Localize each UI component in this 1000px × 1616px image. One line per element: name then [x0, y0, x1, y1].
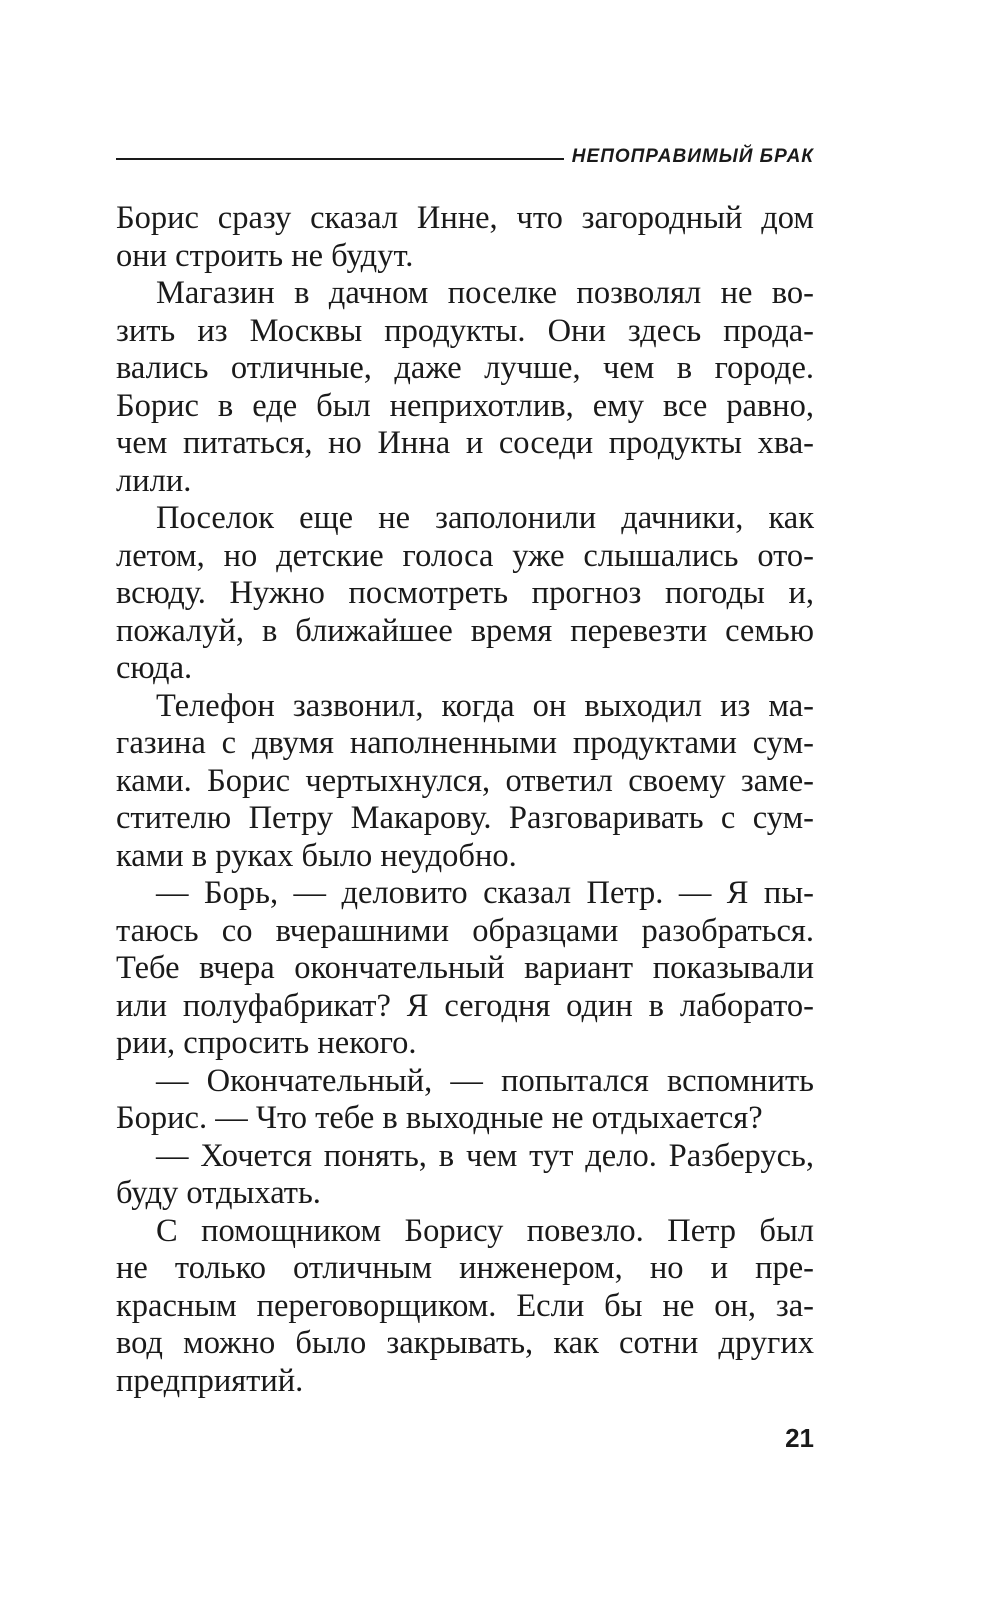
- text-line: лили.: [116, 462, 192, 499]
- text-line: С помощником Борису повезло. Петр был: [156, 1212, 814, 1249]
- text-line: Борис сразу сказал Инне, что загородный дом: [116, 200, 814, 236]
- header-rule: [116, 158, 564, 160]
- text-line: они строить не будут.: [116, 237, 414, 274]
- running-title: НЕПОПРАВИМЫЙ БРАК: [571, 146, 814, 167]
- text-line: Тебе вчера окончательный вариант показывали: [116, 950, 814, 986]
- body-text: [116, 200, 814, 1400]
- text-line: — Хочется понять, в чем тут дело. Разберусь,: [156, 1137, 814, 1174]
- text-line: чем питаться, но Инна и соседи продукты хва-: [116, 425, 814, 461]
- text-line: таюсь со вчерашними образцами разобраться.: [116, 912, 814, 949]
- text-line: — Борь, — деловито сказал Петр. — Я пы-: [156, 875, 814, 911]
- text-line: Борис в еде был неприхотлив, ему все равно,: [116, 387, 814, 424]
- text-line: всюду. Нужно посмотреть прогноз погоды и,: [116, 575, 814, 611]
- text-line: стителю Петру Макарову. Разговаривать с сум-: [116, 800, 814, 836]
- text-line: — Окончательный, — попытался вспомнить: [156, 1062, 814, 1099]
- text-line: или полуфабрикат? Я сегодня один в лаборато-: [116, 987, 814, 1024]
- running-header: [116, 136, 814, 166]
- text-line: Телефон зазвонил, когда он выходил из ма-: [156, 687, 814, 724]
- text-line: ками. Борис чертыхнулся, ответил своему заме-: [116, 762, 814, 799]
- text-line: зить из Москвы продукты. Они здесь прода-: [116, 312, 814, 349]
- text-line: не только отличным инженером, но и пре-: [116, 1250, 814, 1286]
- text-line: вод можно было закрывать, как сотни других: [116, 1325, 814, 1361]
- text-line: буду отдыхать.: [116, 1175, 321, 1211]
- text-line: Магазин в дачном поселке позволял не во-: [156, 275, 814, 311]
- text-line: ками в руках было неудобно.: [116, 837, 517, 874]
- text-line: рии, спросить некого.: [116, 1025, 417, 1061]
- text-line: предприятий.: [116, 1362, 304, 1399]
- text-line: газина с двумя наполненными продуктами сум-: [116, 725, 814, 761]
- text-line: красным переговорщиком. Если бы не он, за-: [116, 1287, 814, 1324]
- text-line: Поселок еще не заполонили дачники, как: [156, 500, 814, 536]
- text-line: пожалуй, в ближайшее время перевезти семью: [116, 612, 814, 649]
- text-line: Борис. — Что тебе в выходные не отдыхается?: [116, 1100, 763, 1136]
- text-line: сюда.: [116, 650, 193, 686]
- page-number: 21: [785, 1423, 814, 1453]
- text-line: летом, но детские голоса уже слышались ото-: [116, 537, 814, 574]
- text-line: вались отличные, даже лучше, чем в городе.: [116, 350, 814, 386]
